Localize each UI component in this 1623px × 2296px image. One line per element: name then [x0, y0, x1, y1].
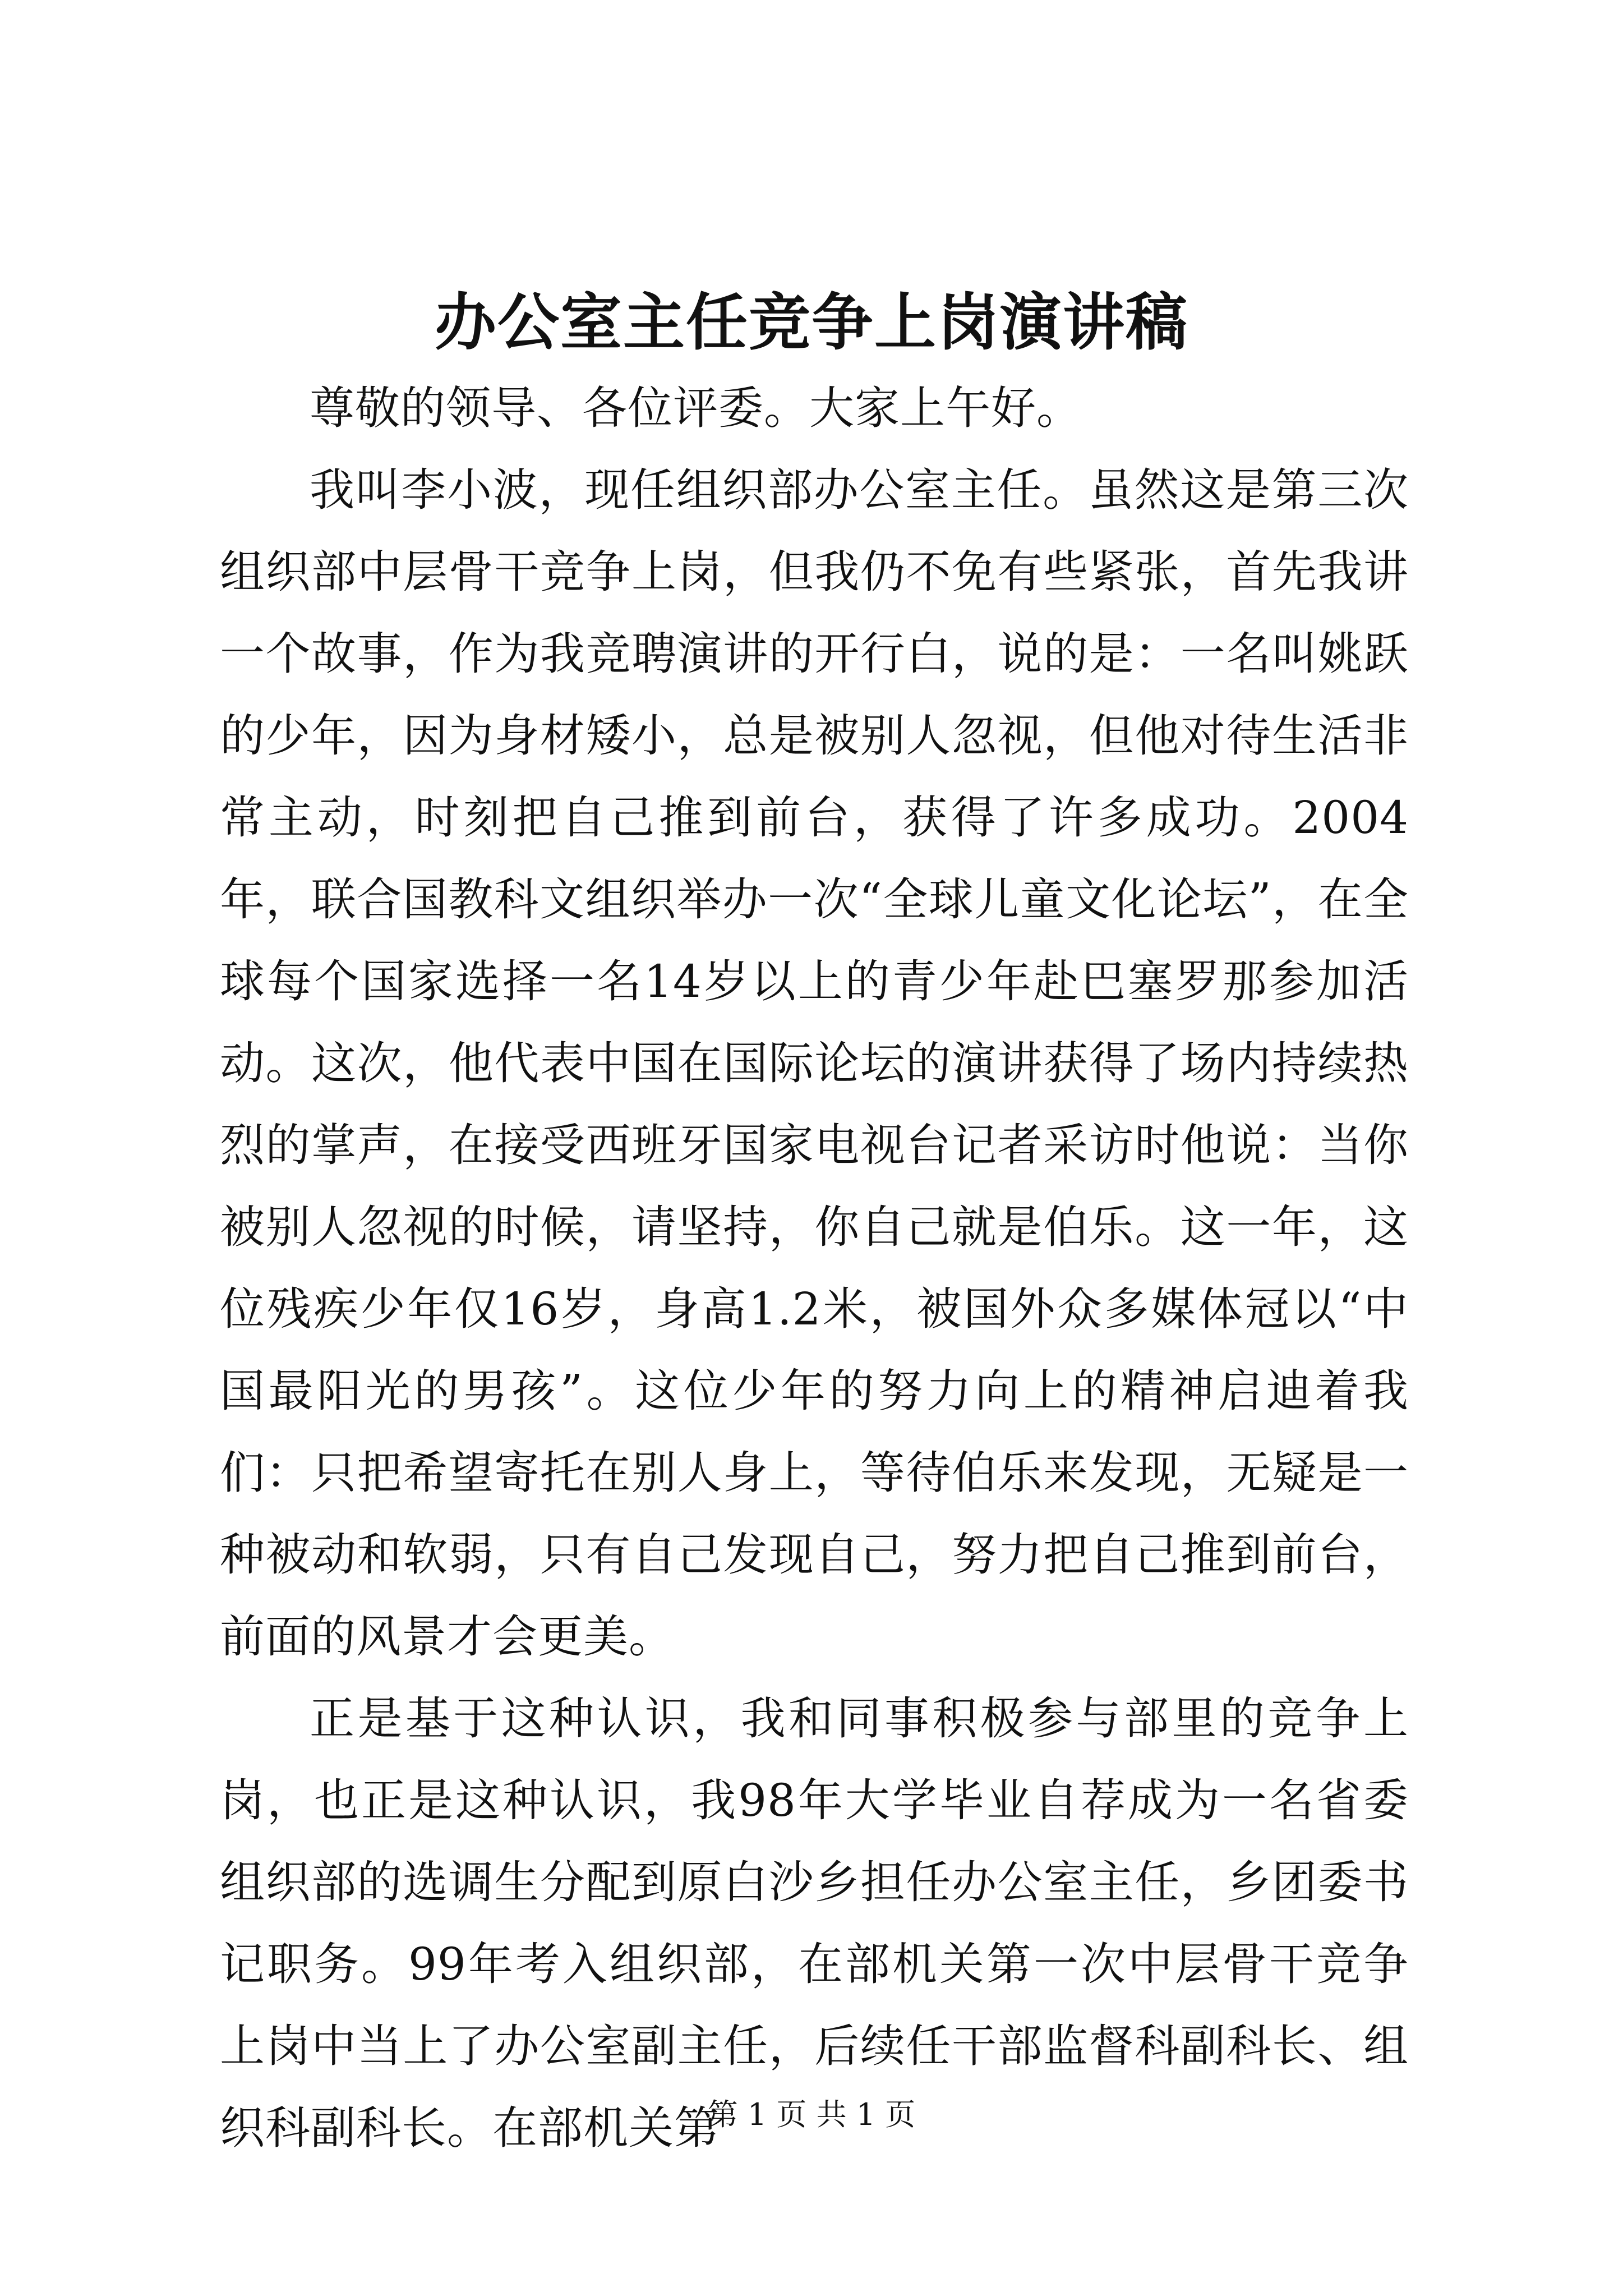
document-body [220, 367, 1409, 2169]
page-number-footer: 第 1 页 共 1 页 [707, 2097, 916, 2132]
paragraph-story: 我叫李小波，现任组织部办公室主任。虽然这是第三次组织部中层骨干竞争上岗，但我仍不免有些紧张，首先我讲一个故事，作为我竞聘演讲的开行白，说的是：一名叫姚跃的少年，因为身材矮小，总是被别人忽视，但他对待生活非常主动，时刻把自己推到前台，获得了许多成功。2004年，联合国教科文组织举办一次“全球儿童文化论坛”，在全球每个国家选择一名14岁以上的青少年赴巴塞罗那参加活动。这次，他代表中国在国际论坛的演讲获得了场内持续热烈的掌声，在接受西班牙国家电视台记者采访时他说：当你被别人忽视的时候，请坚持，你自己就是伯乐。这一年，这位残疾少年仅16岁，身高1.2米，被国外众多媒体冠以“中国最阳光的男孩”。这位少年的努力向上的精神启迪着我们：只把希望寄托在别人身上，等待伯乐来发现，无疑是一种被动和软弱，只有自己发现自己，努力把自己推到前台，前面的风景才会更美。 [220, 464, 1409, 1663]
paragraph-greeting: 尊敬的领导、各位评委。大家上午好。 [310, 382, 1082, 434]
document-title: 办公室主任竞争上岗演讲稿 [435, 286, 1188, 358]
paragraph-background: 正是基于这种认识，我和同事积极参与部里的竞争上岗，也正是这种认识，我98年大学毕业自荐成为一名省委组织部的选调生分配到原白沙乡担任办公室主任，乡团委书记职务。99年考入组织部，在部机关第一次中层骨干竞争上岗中当上了办公室副主任，后续任干部监督科副科长、组织科副科长。在部机关第 [220, 1692, 1409, 2154]
